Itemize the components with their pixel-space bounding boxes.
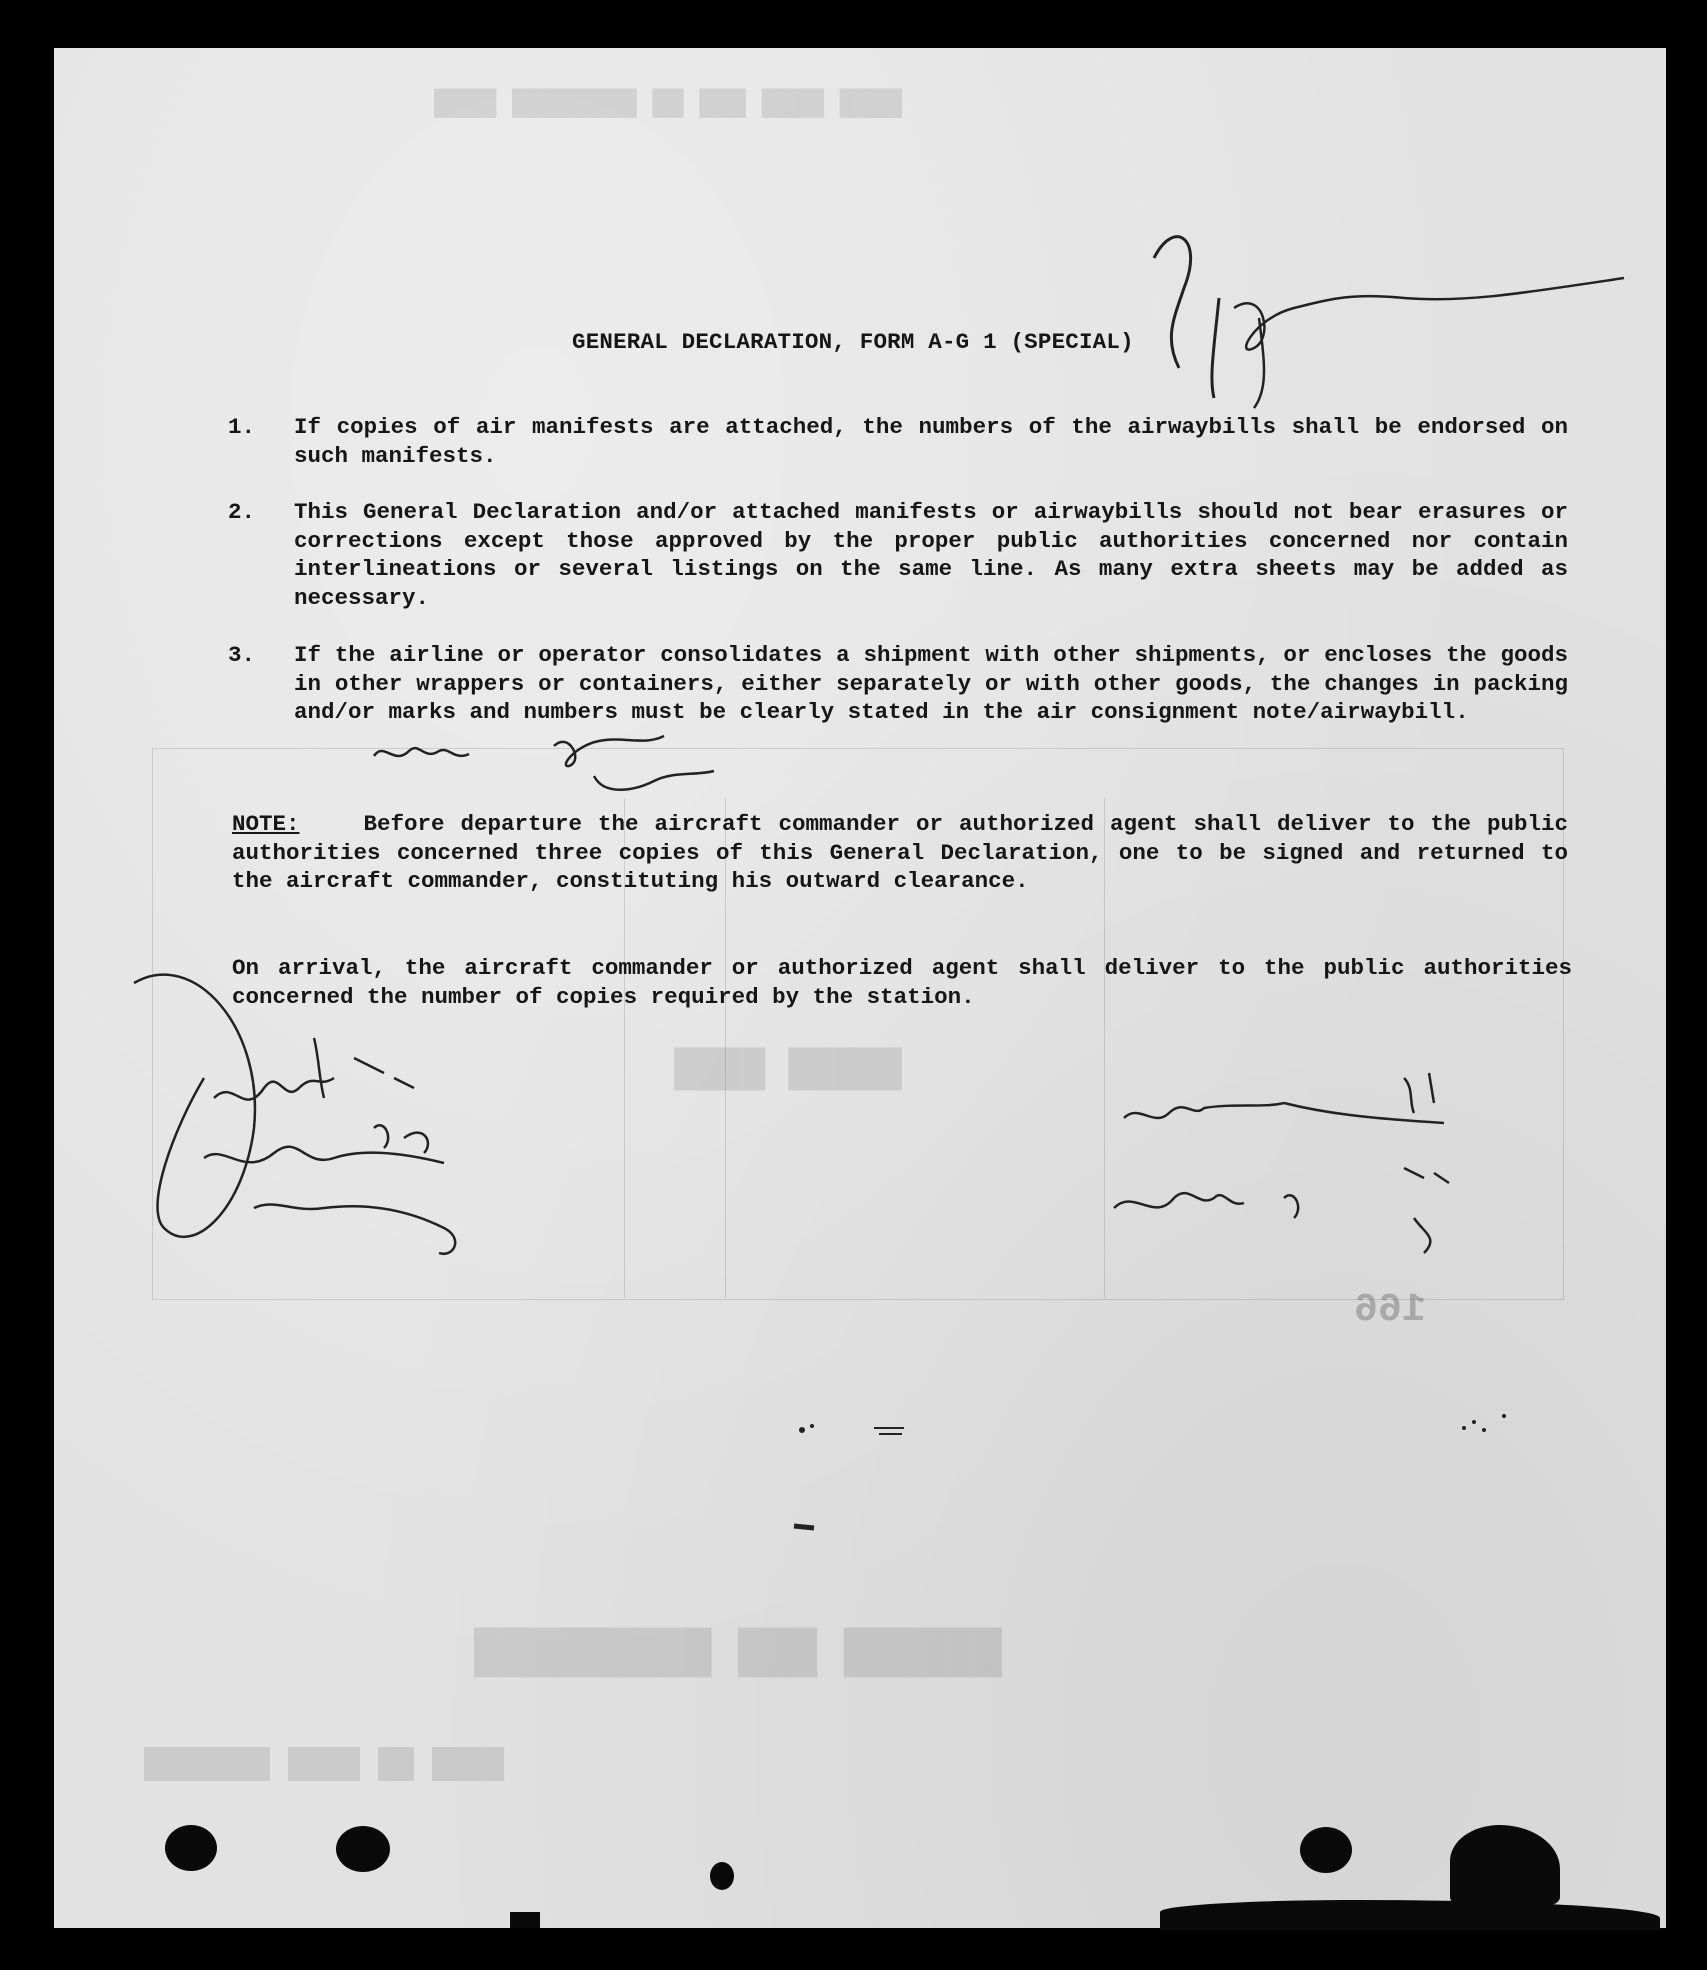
note-paragraph: [232, 810, 1568, 896]
show-through-text: ██████ ███ █████████: [474, 1628, 1003, 1678]
punch-hole: [165, 1825, 217, 1871]
show-through-text: ████ ██ ████ ███████: [144, 1748, 505, 1782]
item-number: 3.: [228, 642, 256, 668]
show-through-number: 166: [1354, 1288, 1427, 1333]
punch-hole: [336, 1826, 390, 1872]
punch-hole: [1300, 1827, 1352, 1873]
item-text: This General Declaration and/or attached manifests or airwaybills should not bear erasures or corrections except those approved by the proper public authorities concerned nor contain interlineations or several listings on the same line. As many extra sheets may be added as necessary.: [294, 499, 1568, 611]
ink-blot: [710, 1862, 734, 1890]
item-number: 1.: [228, 414, 256, 440]
item-number: 2.: [228, 499, 256, 525]
note-text: Before departure the aircraft commander or authorized agent shall deliver to the public authorities concerned three copies of this General Declaration, one to be signed and returned to the aircraft commander, constituting his outward clearance.: [232, 811, 1568, 894]
document-title: GENERAL DECLARATION, FORM A-G 1 (SPECIAL): [572, 329, 1134, 355]
torn-edge: [510, 1912, 540, 1928]
show-through-text: █████ ████: [674, 1048, 903, 1091]
document-page: [54, 48, 1666, 1928]
item-text: If copies of air manifests are attached, the numbers of the airwaybills shall be endorsed on such manifests.: [294, 414, 1568, 469]
document-body: [54, 48, 1666, 1928]
arrival-paragraph: On arrival, the aircraft commander or authorized agent shall deliver to the public authorities concerned the number of copies required by the station.: [232, 955, 1572, 1010]
note-label: NOTE:: [232, 811, 300, 837]
show-through-text: ████ ████ ███ ██ ████████ ████: [434, 88, 903, 118]
item-text: If the airline or operator consolidates a shipment with other shipments, or encloses the goods in other wrappers or containers, either separately or with other goods, the changes in packing and/or marks and numbers must be clearly stated in the air consignment note/airwaybill.: [294, 642, 1568, 725]
